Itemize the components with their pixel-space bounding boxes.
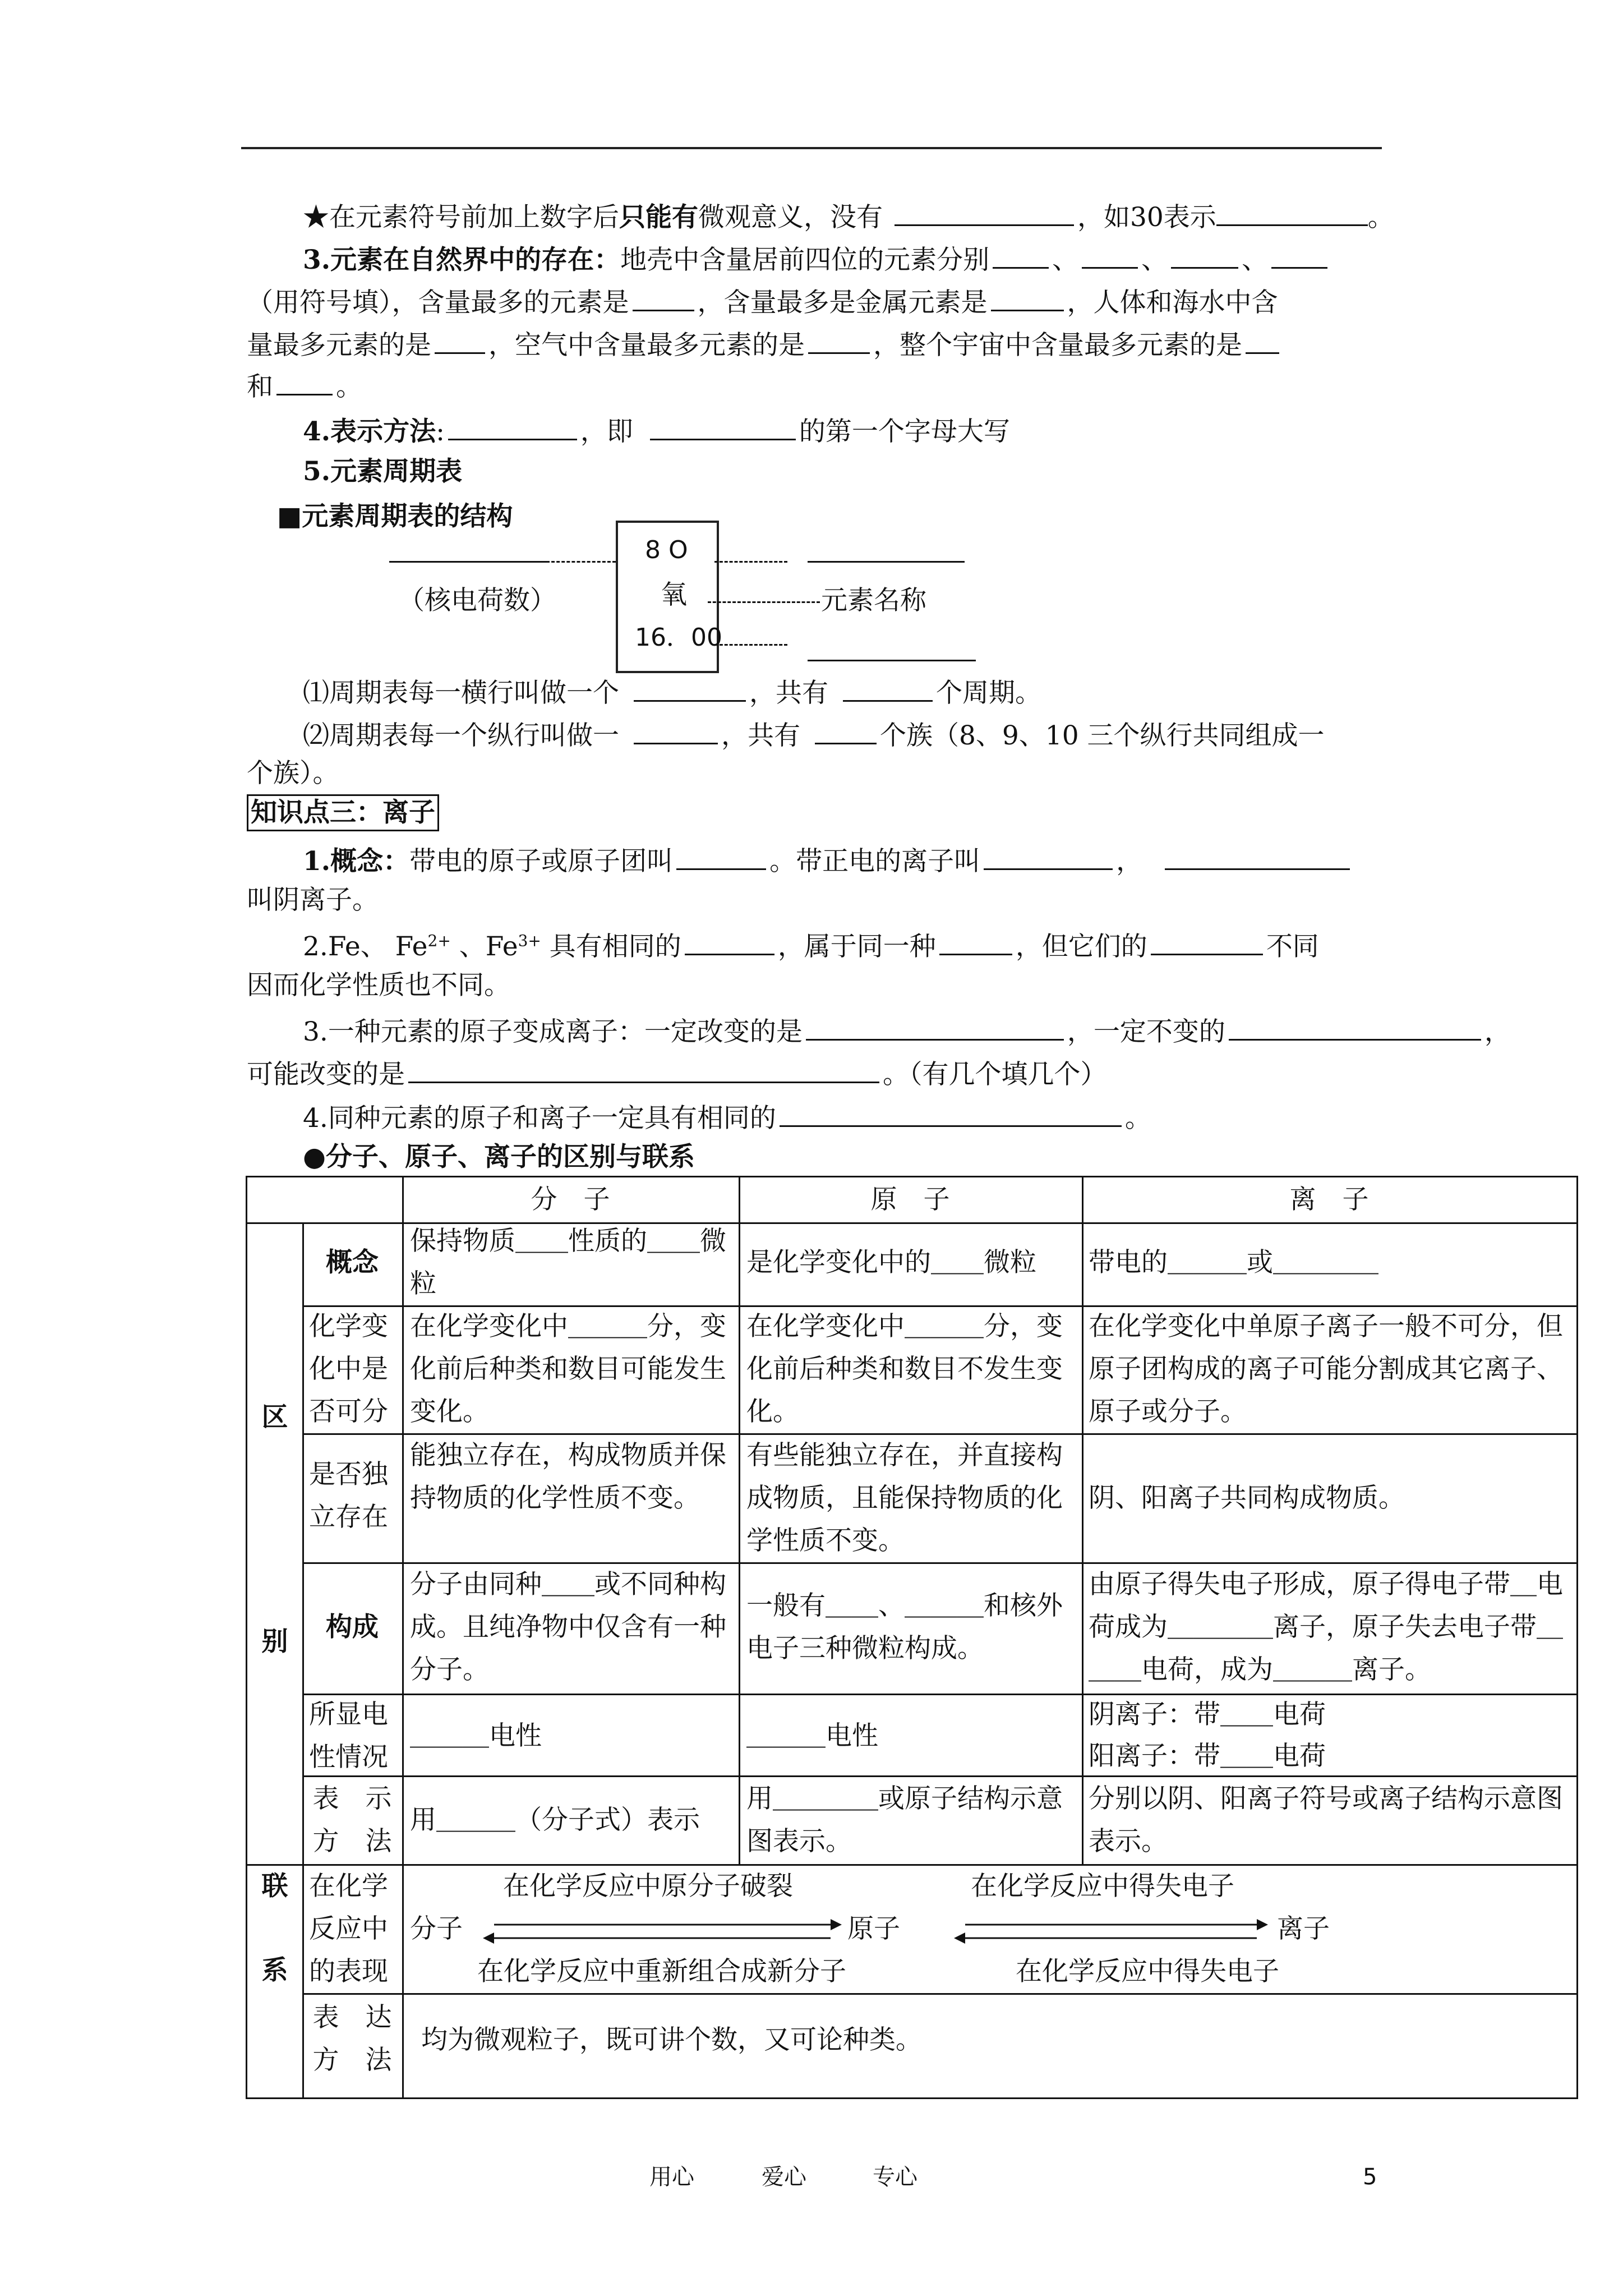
text-line-4: 量最多元素的是 ，空气中含量最多元素的是 ，整个宇宙中含量最多元素的是 [247, 323, 1283, 364]
relation-top-text-2: 在化学反应中得失电子 [971, 1871, 1234, 1902]
cell-molecule-divisible: 在化学变化中＿＿＿分，变化前后种类和数目可能发生变化。 [410, 1311, 726, 1427]
cell-atom-independent: 有些能独立存在，并直接构成物质，且能保持物质的化学性质不变。 [746, 1440, 1063, 1556]
footer-motto-1: 用心 [649, 2164, 694, 2190]
subheading-structure: ■元素周期表的结构 [277, 501, 513, 532]
blank-element-symbol [808, 561, 965, 563]
text-line-fe-ions: 2.Fe、 $Fe^{2+}$ 、$Fe^{3+}$ 具有相同的 ，属于同一种 ，但它们的 不同 [303, 924, 1319, 965]
group-label-relation-2: 系 [261, 1955, 288, 1986]
header-rule [241, 147, 1382, 149]
text-line-group-cont: 个族）。 [247, 758, 339, 789]
row-label-expression: 表 达方 法 [312, 2002, 392, 2076]
group-label-difference-2: 别 [261, 1626, 288, 1657]
text-line-6: 4.表示方法: ，即 的第一个字母大写 [303, 409, 1010, 450]
cell-molecule-concept: 保持物质＿＿性质的＿＿微粒 [410, 1226, 726, 1299]
leader-line-name [708, 601, 820, 603]
text-line-group: ⑵周期表每一个纵行叫做一 ，共有 个族（8、9、10 三个纵行共同组成一 [303, 714, 1325, 754]
group-label-difference-1: 区 [261, 1402, 288, 1433]
label-element-name: 元素名称 [821, 585, 926, 616]
row-label-divisible: 化学变化中是否可分 [309, 1311, 388, 1427]
element-cell-number: 8 O [645, 536, 688, 564]
cell-atom-composition: 一般有＿＿、＿＿＿和核外电子三种微粒构成。 [746, 1590, 1063, 1664]
text-line-may-change: 可能改变的是 。（有几个填几个） [247, 1052, 1107, 1093]
header-ion: 离 子 [1289, 1184, 1369, 1215]
cell-atom-concept: 是化学变化中的＿＿微粒 [746, 1247, 1036, 1278]
relation-bottom-text-1: 在化学反应中重新组合成新分子 [477, 1956, 846, 1987]
footer-motto-3: 专心 [873, 2164, 917, 2190]
text-line-1: ★在元素符号前加上数字后只能有微观意义，没有 ，如30表示 。 [303, 195, 1394, 236]
cell-ion-charge-anion: 阴离子：带＿＿电荷 [1089, 1699, 1326, 1730]
relation-node-molecule: 分子 [410, 1913, 463, 1944]
text-line-anion: 叫阴离子。 [247, 885, 379, 915]
page-number: 5 [1363, 2164, 1377, 2190]
blank-atomic-number [389, 561, 546, 563]
element-cell-mass: 16．00 [635, 623, 722, 652]
section-heading-ions: 知识点三：离子 [247, 794, 439, 831]
group-label-relation-1: 联 [261, 1871, 288, 1902]
cell-ion-concept: 带电的＿＿＿或＿＿＿＿ [1089, 1247, 1378, 1278]
text-line-5: 和 。 [247, 365, 362, 406]
cell-expression: 均为微观粒子，既可讲个数，又可论种类。 [421, 2024, 922, 2055]
row-label-reaction: 在化学反应中的表现 [309, 1871, 388, 1987]
cell-molecule-representation: 用＿＿＿（分子式）表示 [410, 1805, 700, 1835]
leader-line-mass [714, 644, 787, 646]
cell-ion-divisible: 在化学变化中单原子离子一般不可分，但原子团构成的离子可能分割成其它离子、原子或分子。 [1089, 1311, 1563, 1427]
cell-molecule-independent: 能独立存在，构成物质并保持物质的化学性质不变。 [410, 1440, 726, 1513]
leader-line-left [546, 561, 616, 563]
row-label-representation: 表 示方 法 [312, 1783, 392, 1857]
cell-atom-representation: 用＿＿＿＿或原子结构示意图表示。 [746, 1783, 1063, 1857]
cell-atom-charge: ＿＿＿电性 [746, 1720, 878, 1751]
header-atom: 原 子 [870, 1184, 950, 1215]
relation-bottom-text-2: 在化学反应中得失电子 [1016, 1956, 1279, 1987]
relation-arrows-icon [472, 1912, 1290, 1952]
footer-motto-2: 爱心 [762, 2164, 806, 2190]
row-label-concept: 概念 [326, 1247, 379, 1278]
text-line-fe-cont: 因而化学性质也不同。 [247, 970, 510, 1001]
relation-top-text-1: 在化学反应中原分子破裂 [503, 1871, 793, 1902]
cell-ion-representation: 分别以阴、阳离子符号或离子结构示意图表示。 [1089, 1783, 1563, 1857]
cell-ion-charge-cation: 阳离子：带＿＿电荷 [1089, 1741, 1326, 1772]
relation-node-ion: 离子 [1277, 1913, 1330, 1944]
text-line-ion-concept: 1.概念：带电的原子或原子团叫 。带正电的离子叫 ， [303, 839, 1353, 880]
header-molecule: 分 子 [531, 1184, 610, 1215]
text-line-period: ⑴周期表每一横行叫做一个 ，共有 个周期。 [303, 671, 1041, 712]
row-label-independent: 是否独立存在 [309, 1459, 388, 1533]
relation-node-atom: 原子 [847, 1913, 900, 1944]
blank-atomic-mass [808, 660, 976, 661]
text-line-atom-to-ion: 3.一种元素的原子变成离子：一定改变的是 ，一定不变的 ， [303, 1010, 1511, 1051]
comparison-table [246, 1176, 1578, 2099]
label-nuclear-charge: （核电荷数） [398, 585, 556, 616]
cell-atom-divisible: 在化学变化中＿＿＿分，变化前后种类和数目不发生变化。 [746, 1311, 1063, 1427]
text-line-3: （用符号填），含量最多的元素是 ，含量最多是金属元素是 ，人体和海水中含 [247, 280, 1278, 321]
text-line-2: 3.元素在自然界中的存在：地壳中含量居前四位的元素分别 、 、 、 [303, 238, 1331, 279]
comparison-heading: ●分子、原子、离子的区别与联系 [303, 1142, 695, 1172]
section-heading-periodic-table: 5.元素周期表 [303, 456, 463, 487]
cell-ion-composition: 由原子得失电子形成，原子得电子带＿电荷成为＿＿＿＿离子，原子失去电子带＿＿＿电荷，成为＿＿＿离子。 [1089, 1569, 1563, 1685]
cell-ion-independent: 阴、阳离子共同构成物质。 [1089, 1483, 1405, 1513]
leader-line-right-top [714, 561, 787, 563]
row-label-composition: 构成 [326, 1612, 379, 1642]
element-cell-name: 氧 [661, 579, 687, 610]
text-line-same-element: 4.同种元素的原子和离子一定具有相同的 。 [303, 1096, 1151, 1137]
row-label-charge: 所显电性情况 [309, 1699, 388, 1773]
cell-molecule-composition: 分子由同种＿＿或不同种构成。且纯净物中仅含有一种分子。 [410, 1569, 726, 1685]
cell-molecule-charge: ＿＿＿电性 [410, 1720, 542, 1751]
